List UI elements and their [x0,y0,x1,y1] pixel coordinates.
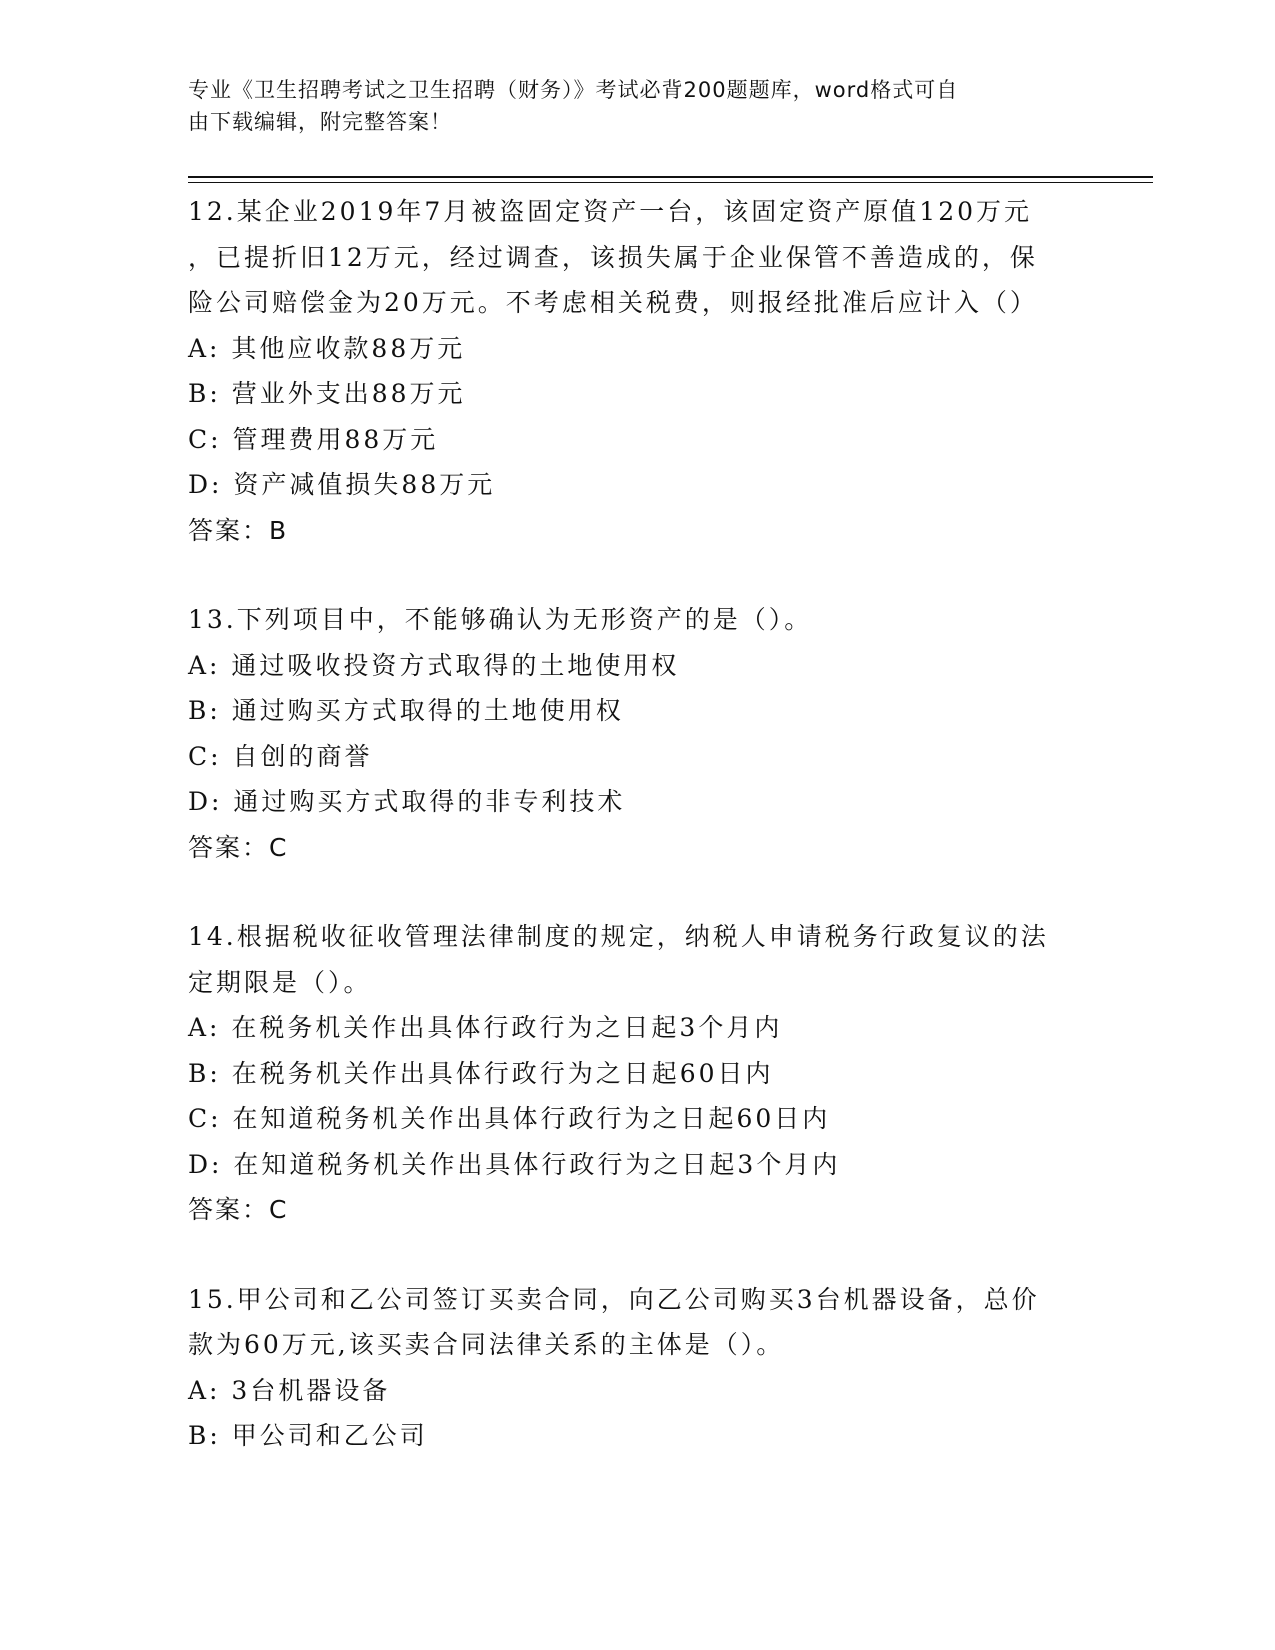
header-rule-thin [188,182,1153,183]
question-list [188,189,1078,1459]
question-14 [188,914,1078,1233]
question-text-line: 款为60万元,该买卖合同法律关系的主体是（）。 [188,1330,785,1359]
question-text-line: 险公司赔偿金为20万元。不考虑相关税费，则报经批准后应计入（） [188,288,1038,317]
option-d: D: 在知道税务机关作出具体行政行为之日起3个月内 [188,1149,841,1179]
question-text-line: 13.下列项目中，不能够确认为无形资产的是（）。 [188,605,813,634]
option-b: B: 通过购买方式取得的土地使用权 [188,696,624,725]
question-text-line: 14.根据税收征收管理法律制度的规定，纳税人申请税务行政复议的法 [188,922,1049,951]
answer-line: 答案：B [188,515,289,545]
option-c: C: 自创的商誉 [188,741,373,771]
option-a: A: 3台机器设备 [188,1375,391,1405]
answer-line: 答案：C [188,832,289,862]
option-a: A: 在税务机关作出具体行政行为之日起3个月内 [188,1013,783,1042]
option-a: A: 通过吸收投资方式取得的土地使用权 [188,650,680,680]
answer-line: 答案：C [188,1195,289,1224]
question-text-line: 12.某企业2019年7月被盗固定资产一台，该固定资产原值120万元 [188,197,1033,226]
option-a: A: 其他应收款88万元 [188,333,466,363]
option-b: B: 营业外支出88万元 [188,379,466,408]
header-line-1: 专业《卫生招聘考试之卫生招聘（财务）》考试必背200题题库，word格式可自 [188,78,959,102]
question-12 [188,189,1078,553]
option-b: B: 甲公司和乙公司 [188,1421,428,1450]
question-text-line: 定期限是（）。 [188,967,372,997]
document-header [188,74,1068,138]
header-line-2: 由下载编辑，附完整答案！ [188,110,452,134]
question-text-line: 15.甲公司和乙公司签订买卖合同，向乙公司购买3台机器设备，总价 [188,1284,1040,1314]
question-15 [188,1277,1078,1459]
option-c: C: 管理费用88万元 [188,424,439,454]
question-13 [188,597,1078,870]
question-text-line: ，已提折旧12万元，经过调查，该损失属于企业保管不善造成的，保 [188,242,1038,272]
option-d: D: 通过购买方式取得的非专利技术 [188,787,626,816]
header-rule-thick [188,176,1153,178]
option-b: B: 在税务机关作出具体行政行为之日起60日内 [188,1058,774,1088]
option-d: D: 资产减值损失88万元 [188,470,496,499]
option-c: C: 在知道税务机关作出具体行政行为之日起60日内 [188,1104,831,1133]
